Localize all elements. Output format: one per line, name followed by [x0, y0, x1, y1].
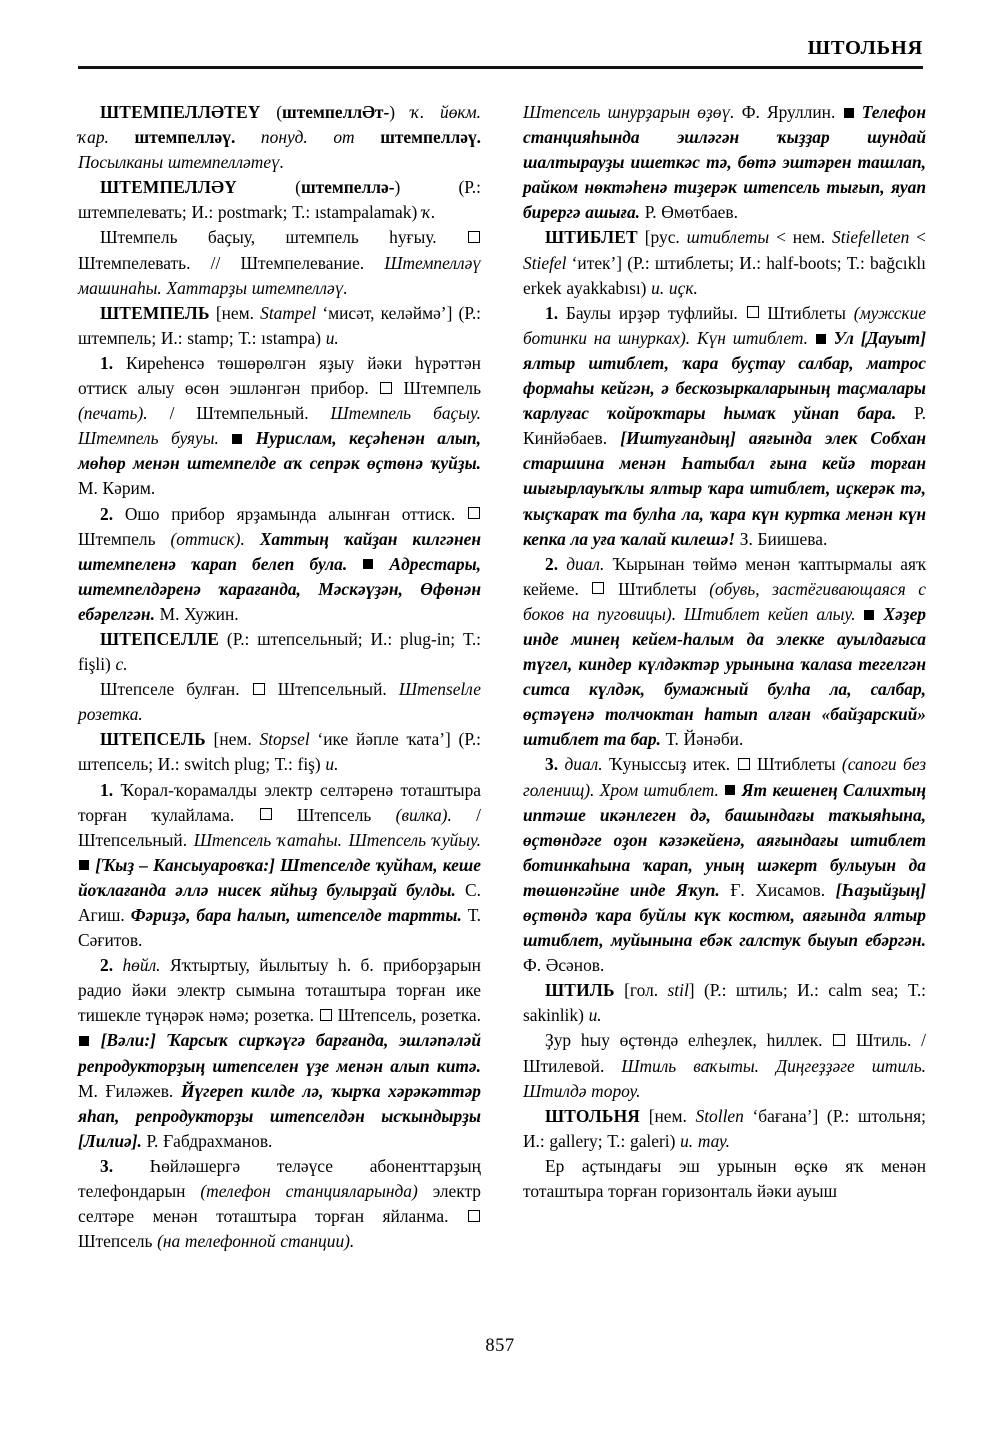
- running-head: ШТОЛЬНЯ: [807, 37, 923, 59]
- text-run: штемпеллӘт-: [282, 102, 390, 122]
- entry-headword: ШТИЛЬ: [545, 980, 615, 1001]
- filled-square-marker: [816, 334, 826, 344]
- entry-headword: ШТОЛЬНЯ: [545, 1105, 641, 1126]
- text-run: [Вәли:] Ҡарсыҡ сирҡәүгә барғанда, эшләпәләй репродукторҙың штепселен үҙе менән алып китә.: [78, 1030, 481, 1076]
- page-header: [78, 38, 923, 69]
- text-run: stil: [667, 980, 689, 1001]
- dictionary-entry: [78, 301, 481, 627]
- entry-paragraph: 2. һөйл. Яҡтыртыу, йылытыу һ. б. приборҙарын радио йәки электр сымына тоташтыра торған ике тишекле түңәрәк нәмә; розетка. Штепсель, розетка. [Вәли:] Ҡарсыҡ сирҡәүгә барғанда, эшләпәләй репродукторҙың штепселен үҙе менән алып китә. М. Ғиләжев. Йүгереп килде лә, ҡырҡа хәрәкәттәр яһап, репродукторҙы штепселдән ысҡындырҙы [Лилиә]. Р. Ғабдрахманов.: [78, 955, 481, 1151]
- entry-paragraph: Штепсель шнурҙарын өҙөү. Ф. Яруллин. Телефон станцияһында эшләгән ҡыҙҙар шундай шалтырауҙы ишеткәс тә, бөтә эштәрен ташлап, райком нөктәһенә тиҙерәк штепсель тығып, яуап бирергә ашыға. Р. Өмөтбаев.: [523, 102, 926, 223]
- text-run: (оттиск).: [170, 528, 245, 549]
- text-run: 1.: [545, 302, 559, 323]
- text-run: Stiefel: [523, 252, 567, 273]
- dictionary-entry: [78, 175, 481, 300]
- dictionary-entry: [78, 627, 481, 727]
- right-column: [523, 100, 926, 1204]
- open-square-marker: [592, 582, 604, 594]
- text-run: Ят кешенең Салихтың иптәше икәнлеген дә, башындағы таҡыяһына, өҫтөндәге оҙон кәзәкейенә, аяғындағы штиблет ботинкаһына ҡарап, уның шәкерт булыуын да төшөнгәйне инде Яҡуп.: [523, 779, 926, 900]
- text-run: ҡ. йөкм. ҡар.: [78, 102, 481, 148]
- entry-headword: ШТЕМПЕЛЬ: [100, 302, 210, 323]
- filled-square-marker: [844, 108, 854, 118]
- filled-square-marker: [79, 1036, 89, 1046]
- text-run: [Иштуғандың] аяғында элек Собхан старшина менән Һатыбал ғына кейә торған шығырлауыҡлы ялтыр ҡара штиблет, иҫкерәк тә, ҡыҫҡараҡ та булһа ла, ҡара күн куртка менән күн кепка ла уға ҡалай килешә!: [523, 428, 926, 549]
- open-square-marker: [738, 758, 750, 770]
- text-run: Штиль ваҡыты. Диңгеҙҙәге штиль. Штилдә тороу.: [523, 1055, 926, 1101]
- text-run: Йүгереп килде лә, ҡырҡа хәрәкәттәр яһап, репродукторҙы штепселдән ысҡындырҙы [Лилиә].: [78, 1080, 481, 1151]
- entry-paragraph: 2. Ошо прибор ярҙамында алынған оттиск. Штемпель (оттиск). Хаттың ҡайҙан килгәнен штемпеленә ҡарап белеп була. Адрестары, штемпелдәренә ҡарағанда, Мәскәүҙән, Өфөнән ебәрелгән. М. Хужин.: [78, 503, 481, 624]
- text-columns: [78, 100, 926, 1254]
- entry-paragraph: ШТЕПСЕЛЛЕ (Р.: штепсельный; И.: plug-in; Т.: fişli) с.: [78, 628, 481, 675]
- dictionary-entry: [78, 100, 481, 175]
- entry-paragraph: ШТИЛЬ [гол. stil] (Р.: штиль; И.: calm sea; Т.: sakinlik) и.: [523, 980, 926, 1026]
- text-run: понуд. от: [260, 127, 355, 148]
- text-run: (вилка).: [395, 804, 452, 825]
- entry-paragraph: 3. Һөйләшергә теләүсе абоненттарҙың телефондарын (телефон станцияларында) электр селтәре менән тоташтыра торған яйланма. Штепсель (на телефонной станции).: [78, 1155, 481, 1252]
- text-run: 2.: [100, 503, 114, 524]
- text-run: Stopsel: [259, 729, 310, 750]
- entry-paragraph: 1. Ҡорал-ҡорамалды электр селтәренә тоташтыра торған ҡулайлама. Штепсель (вилка). / Штепсельный. Штепсель ҡатаһы. Штепсель ҡуйыу. [Ҡыҙ – Кансыуаровҡа:] Штепселде ҡуйһам, кеше йоҡлағанда әллә нисек яйһыҙ булырҙай булды. С. Агиш. Фәриҙә, бара һалып, штепселде тартты. Т. Сәғитов.: [78, 779, 481, 951]
- filled-square-marker: [864, 610, 874, 620]
- text-run: Телефон станцияһында эшләгән ҡыҙҙар шундай шалтырауҙы ишеткәс тә, бөтә эштәрен ташлап, райком нөктәһенә тиҙерәк штепсель тығып, яуап бирергә ашыға.: [523, 102, 926, 223]
- entry-paragraph: Ҙур һыу өҫтөндә елһеҙлек, һиллек. Штиль. / Штилевой. Штиль ваҡыты. Диңгеҙҙәге штиль. Штилдә тороу.: [523, 1030, 926, 1101]
- text-run: Хәҙер инде минең кейем-һалым да элекке ауылдағыса түгел, киндер күлдәктәр урынына ҡалаsа тегелгән ситса күлдәк, бумажный булһа ла, салбар, өҫтәүенә толчоктан һатып алған «байҙарский» штиблет та бар.: [523, 603, 927, 750]
- text-run: Stollen: [695, 1105, 744, 1126]
- text-run: Stampel: [260, 302, 317, 323]
- text-run: диал.: [566, 553, 605, 574]
- text-run: Нурислам, кеҫәһенән алып, мөһөр менән штемпелде аҡ сепрәк өҫтөнә ҡуйҙы.: [78, 428, 482, 474]
- entry-paragraph: ШТОЛЬНЯ [нем. Stollen ‘бағана’] (Р.: штольня; И.: gallery; Т.: galeri) и. тау.: [523, 1105, 926, 1151]
- text-run: Хаттың ҡайҙан килгәнен штемпеленә ҡарап белеп була.: [78, 528, 481, 574]
- entry-paragraph: 2. диал. Ҡырынан төймә менән ҡаптырмалы аяҡ кейеме. Штиблеты (обувь, застёгивающаяся с боков на пуговицы). Штиблет кейеп алыу. Хәҙер инде минең кейем-һалым да элекке ауылдағыса түгел, киндер күлдәктәр урынына ҡалаsа тегелгән ситса күлдәк, бумажный булһа ла, салбар, өҫтәүенә толчоктан һатып алған «байҙарский» штиблет та бар. Т. Йәнәби.: [523, 553, 927, 750]
- entry-paragraph: ШТИБЛЕТ [рус. штиблеты < нем. Stiefelleten < Stiefel ‘итек’] (Р.: штиблеты; И.: half-boots; Т.: bağcıklı erkek ayakkabısı) и. иҫк.: [523, 227, 926, 298]
- open-square-marker: [468, 231, 480, 243]
- open-square-marker: [747, 306, 759, 318]
- text-run: (обувь, застёгивающаяся с боков на пуговицы). Штиблет кейеп алыу.: [523, 578, 926, 624]
- open-square-marker: [253, 683, 265, 695]
- text-run: 1.: [100, 779, 114, 800]
- text-run: (телефон станцияларында): [200, 1181, 418, 1202]
- text-run: Посылканы штемпелләтеү.: [78, 152, 285, 173]
- entry-paragraph: ШТЕМПЕЛЬ [нем. Stampel ‘мисәт, келәймә’] (Р.: штемпель; И.: stamp; Т.: ıstampa) и.: [78, 302, 482, 348]
- entry-paragraph: 3. диал. Ҡуныссыҙ итек. Штиблеты (сапоги без голенищ). Хром штиблет. Ят кешенең Салихтың иптәше икәнлеген дә, башындағы таҡыяһына, өҫтөндәге оҙон кәзәкейенә, аяғындағы штиблет ботинкаһына ҡарап, уның шәкерт булыуын да төшөнгәйне инде Яҡуп. Ғ. Хисамов. [Һаҙыйҙың] өҫтөндә ҡара буйлы күк костюм, аяғында ялтыр штиблет, муйынына ебәк галстук быуып ебәргән. Ф. Әсәнов.: [523, 754, 926, 976]
- text-run: [Һаҙыйҙың] өҫтөндә ҡара буйлы күк костюм, аяғында ялтыр штиблет, муйынына ебәк галстук быуып ебәргән.: [523, 879, 926, 951]
- filled-square-marker: [363, 559, 373, 569]
- entry-paragraph: ШТЕПСЕЛЬ [нем. Stopsel ‘ике йәпле ҡата’] (Р.: штепсель; И.: switch plug; Т.: fiş) и.: [78, 729, 482, 775]
- text-run: и. тау.: [680, 1130, 731, 1151]
- filled-square-marker: [79, 860, 89, 870]
- text-run: штиблеты: [686, 227, 770, 248]
- text-run: штемпелләү.: [134, 127, 236, 148]
- entry-paragraph: ШТЕМПЕЛЛӘТЕҮ (штемпеллӘт-) ҡ. йөкм. ҡар. штемпелләү. понуд. от штемпелләү. Посылканы штемпелләтеү.: [78, 102, 481, 173]
- text-run: һөйл.: [122, 955, 161, 976]
- text-run: Штепselле розетка.: [78, 679, 481, 725]
- entry-headword: ШТЕПСЕЛЛЕ: [100, 628, 220, 649]
- text-run: 2.: [545, 553, 559, 574]
- filled-square-marker: [725, 785, 735, 795]
- entry-paragraph: Штемпель баҫыу, штемпель һуғыу. Штемпелевать. // Штемпелевание. Штемпелләү машинаһы. Хаттарҙы штемпелләү.: [78, 227, 481, 298]
- text-run: Штемпелләү машинаһы. Хаттарҙы штемпелләү.: [78, 252, 481, 298]
- text-run: (сапоги без голенищ). Хром штиблет.: [523, 754, 926, 800]
- dictionary-entry: [523, 225, 926, 978]
- text-run: 3.: [545, 754, 559, 775]
- text-run: Штепсель ҡатаһы. Штепсель ҡуйыу.: [193, 829, 481, 850]
- open-square-marker: [260, 808, 272, 820]
- text-run: (печать).: [78, 403, 148, 424]
- text-run: с.: [115, 654, 128, 675]
- entry-headword: ШТЕМПЕЛЛӘТЕҮ: [100, 102, 261, 122]
- text-run: 3.: [100, 1155, 114, 1176]
- dictionary-entry: [523, 100, 926, 225]
- entry-paragraph: Ер аҫтындағы эш урынын өҫкө яҡ менән тоташтыра торған горизонталь йәки ауыш: [523, 1155, 926, 1202]
- text-run: Штепсель шнурҙарын өҙөү.: [523, 102, 735, 122]
- text-run: ҡ.: [421, 202, 436, 223]
- text-run: и.: [325, 327, 339, 348]
- text-run: (на телефонной станции).: [157, 1231, 355, 1252]
- text-run: Штемпель баҫыу. Штемпель буяуы.: [78, 403, 481, 449]
- text-run: диал.: [564, 754, 603, 775]
- text-run: и. иҫк.: [651, 277, 698, 298]
- entry-headword: ШТИБЛЕТ: [545, 227, 638, 248]
- text-run: [Ҡыҙ – Кансыуаровҡа:] Штепселде ҡуйһам, кеше йоҡлағанда әллә нисек яйһыҙ булырҙай булды.: [78, 854, 481, 900]
- header-rule: [78, 66, 923, 69]
- text-run: (мужские ботинки на шнурках). Күн штиблет.: [523, 302, 926, 348]
- open-square-marker: [468, 1210, 480, 1222]
- text-run: и.: [588, 1005, 602, 1026]
- entry-paragraph: ШТЕМПЕЛЛӘҮ (штемпеллә-) (Р.: штемпелевать; И.: postmark; Т.: ıstampalamak) ҡ.: [78, 177, 481, 223]
- open-square-marker: [320, 1009, 332, 1021]
- entry-headword: ШТЕМПЕЛЛӘҮ: [100, 177, 237, 198]
- open-square-marker: [380, 382, 392, 394]
- dictionary-entry: [523, 1104, 926, 1204]
- text-run: и.: [325, 754, 339, 775]
- entry-paragraph: Штепселе булған. Штепсельный. Штепselле розетка.: [78, 679, 481, 725]
- left-column: [78, 100, 481, 1254]
- entry-paragraph: 1. Баулы ирҙәр туфлийы. Штиблеты (мужские ботинки на шнурках). Күн штиблет. Ул [Дауыт] ялтыр штиблет, ҡара буҫтау салбар, матрос формаһы кейгән, ә бескозыркаларының таҫмалары ҡарлуғас ҡойроҡтары һымаҡ уйнап бара. Р. Кинйәбаев. [Иштуғандың] аяғында элек Собхан старшина менән Һатыбал ғына кейә торған шығырлауыҡлы ялтыр ҡара штиблет, иҫкерәк тә, ҡыҫҡараҡ та булһа ла, ҡара күн куртка менән күн кепка ла уға ҡалай килешә! З. Биишева.: [523, 302, 926, 549]
- text-run: Ул [Дауыт] ялтыр штиблет, ҡара буҫтау салбар, матрос формаһы кейгән, ә бескозыркаларының таҫмалары ҡарлуғас ҡойроҡтары һымаҡ уйнап бара.: [523, 327, 926, 424]
- text-run: 1.: [100, 352, 114, 373]
- entry-paragraph: 1. Киреһенсә төшөрөлгән яҙыу йәки һүрәттән оттиск алыу өсөн эшләнгән прибор. Штемпель (печать). / Штемпельный. Штемпель баҫыу. Штемпель буяуы. Нурислам, кеҫәһенән алып, мөһөр менән штемпелде аҡ сепрәк өҫтөнә ҡуйҙы. М. Кәрим.: [78, 352, 482, 499]
- filled-square-marker: [232, 434, 242, 444]
- dictionary-entry: [523, 978, 926, 1103]
- text-run: Адрестары, штемпелдәренә ҡарағанда, Мәскәүҙән, Өфөнән ебәрелгән.: [78, 553, 481, 624]
- dictionary-entry: [78, 727, 481, 1254]
- text-run: штемпеллә-: [300, 177, 395, 198]
- text-run: штемпелләү.: [380, 127, 481, 148]
- open-square-marker: [468, 507, 480, 519]
- text-run: Stiefelleten: [832, 227, 910, 248]
- page-number: 857: [485, 1336, 515, 1356]
- open-square-marker: [833, 1034, 845, 1046]
- text-run: Фәриҙә, бара һалып, штепселде тартты.: [130, 905, 462, 925]
- text-run: 2.: [100, 955, 114, 976]
- entry-headword: ШТЕПСЕЛЬ: [100, 729, 206, 750]
